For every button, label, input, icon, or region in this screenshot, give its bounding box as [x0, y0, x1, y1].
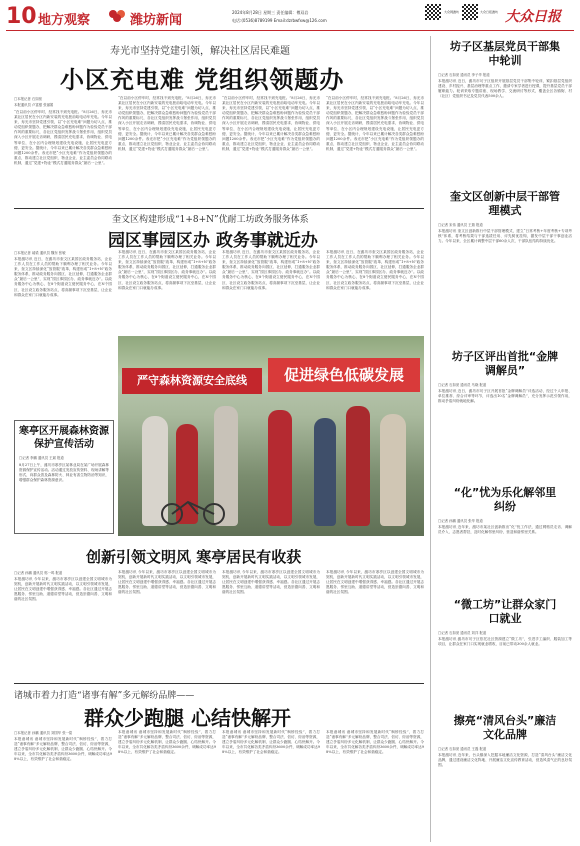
- sidebar-body-4: 本报潍坊讯 近年来，潍坊市某社区创新推出“化”忧工作法，通过网格员走访、调解员介入、志愿者帮扶，及时化解邻里纠纷，营造和谐邻里关系。: [438, 525, 572, 535]
- lower-body-col-3: 本报潍坊讯 今年以来，潍坊市寒亭区以创建全国文明城市为契机，创新开展新时代文明实践活动，以文明引领城市发展，让居民在文明创建中增强获得感、幸福感。各社区通过开展志愿服务、邻里互助、道德讲堂等活动，营造崇德向善、文明和谐的社区氛围。: [222, 570, 320, 595]
- person-figure: [380, 414, 406, 526]
- news-photo: [118, 336, 424, 536]
- qr-code-icon: [462, 4, 478, 20]
- sidebar-title-4: “化”忧为乐化解邻里纠纷: [453, 486, 557, 513]
- date-line: 2024年8月28日 星期三 责任编辑：傅双岩: [232, 10, 309, 15]
- column-label: 潍坊新闻: [130, 13, 183, 28]
- bottom-kicker: 诸城市着力打造“诸事有解”多元解纷品牌——: [14, 691, 195, 701]
- qr-label-2: 大众日报潍坊: [480, 10, 499, 14]
- lower-headline: 创新引领文明风 寒亭居民有收获: [86, 548, 302, 566]
- section-label: 地方观察: [38, 13, 91, 28]
- center-body-col-2: 本报潍坊讯 近日，在潍坊市奎文区某园区政务服务站，企业工作人员在工作人员的帮助下顺利办理了相关业务。今年以来，奎文区持续深化“放管服”改革，构建形成“1+8+N”政务服务体系，推动政务服务向园区、社区延伸，打通服务企业群众“最后一公里”，实现“园区事园区办、政务事就近办”。以政务服务中心为核心，在8个街道设立便民服务中心，在N个园区、社区设立政务服务站点，将高频事项下沉至基层，让企业和群众在家门口就能办成事。: [118, 250, 216, 290]
- lead-byline-2: 本报通讯员 卢富强 张丽娟: [14, 103, 54, 107]
- sidebar-title-6: 擦亮“清风台头”廉洁文化品牌: [453, 714, 557, 741]
- caption-byline: □记者 李鹏 通讯员 王斌 报道: [19, 456, 64, 460]
- sidebar-title-2: 奎文区创新中层干部管理模式: [450, 190, 560, 217]
- bicycle-shape: [158, 496, 228, 526]
- sidebar-byline-5: □记者 石如宽 通讯员 刘洋 报道: [438, 631, 487, 635]
- page-header: [0, 0, 580, 36]
- sidebar-body-1: 本报潍坊讯 近日，潍坊市坊子区组织开展基层党员干部集中轮训，紧扣基层党组织建设、乡村振兴、基层治理等重点工作，邀请专家学者进行授课，提升基层党员干部履职能力。轮训采取专题讲座、现场教学、交流研讨等形式，覆盖全区各镇街、村（社区）党组织书记及党员代表500余人。: [438, 79, 572, 99]
- center-kicker: 奎文区构建形成“1+8+N”优耐工坊政务服务体系: [112, 215, 309, 225]
- center-headline: 园区事园区办 政务事就近办: [108, 231, 318, 251]
- qr-label-1: 大众网潍坊: [444, 10, 460, 14]
- sidebar-title-1: 坊子区基层党员干部集中轮训: [450, 40, 560, 67]
- lower-body-col-1: 本报潍坊讯 今年以来，潍坊市寒亭区以创建全国文明城市为契机，创新开展新时代文明实践活动，以文明引领城市发展，让居民在文明创建中增强获得感、幸福感。各社区通过开展志愿服务、邻里互助、道德讲堂等活动，营造崇德向善、文明和谐的社区氛围。: [14, 577, 112, 602]
- banner-right: 促进绿色低碳发展: [268, 358, 420, 392]
- center-body-col-4: 本报潍坊讯 近日，在潍坊市奎文区某园区政务服务站，企业工作人员在工作人员的帮助下顺利办理了相关业务。今年以来，奎文区持续深化“放管服”改革，构建形成“1+8+N”政务服务体系，推动政务服务向园区、社区延伸，打通服务企业群众“最后一公里”，实现“园区事园区办、政务事就近办”。以政务服务中心为核心，在8个街道设立便民服务中心，在N个园区、社区设立政务服务站点，将高频事项下沉至基层，让企业和群众在家门口就能办成事。: [326, 250, 424, 290]
- sidebar-byline-4: □记者 孙鹏 通讯员 张华 报道: [438, 519, 483, 523]
- column-divider: [430, 36, 431, 842]
- center-byline: □本报记者 郝梁 通讯员 魏东 张敏: [14, 251, 66, 255]
- person-figure: [314, 418, 336, 526]
- person-figure: [268, 410, 292, 526]
- lower-byline: □记者 孙鹏 通讯员 郭一鸣 报道: [14, 571, 63, 575]
- caption-title: 寒亭区开展森林资源保护宣传活动: [19, 426, 109, 450]
- divider: [14, 208, 424, 209]
- bottom-byline: □本报记者 孙鹏 通讯员 刘国华 张一铭: [14, 731, 73, 735]
- bottom-body-col-3: 本报诸城讯 诸城市坚持和发展新时代“枫桥经验”，着力打造“诸事有解”多元解纷品牌，整合司法、信访、综治等资源，建立矛盾纠纷多元化解机制，让群众少跑腿、心结快解开。今年以来，全市共化解各类矛盾纠纷3600余件，调解成功率达98%以上，有效维护了社会和谐稳定。: [222, 730, 320, 755]
- person-figure: [346, 406, 370, 526]
- lead-body-col-1: “在以前小区停车时，经常找不到充电桩。”8月26日，寿光市某社区居民在小区内新安装的充电桩前给电动车充电。今年以来，寿光市坚持党建引领，以“小区充电难”问题为切入点，推动党组织领题办，把解决群众急难愁盼问题作为检验党员干部作风的重要标尺，各社区党组织发挥战斗堡垒作用，组织党员深入小区开展走访调研，摸清居民充电需求，协调物业、供电等单位，在小区内合理规划建设充电设施，让居民充电更方便、更安全。据统计，今年以来已累计解决各类群众急难愁盼问题1200余件。寿光市把“小区充电难”作为党组织领题办的重点，推动建立社区党组织、物业企业、业主委员会协同联动机制，通过“党建+物业”模式打通服务群众“最后一公里”。: [14, 110, 112, 165]
- lower-body-col-2: 本报潍坊讯 今年以来，潍坊市寒亭区以创建全国文明城市为契机，创新开展新时代文明实践活动，以文明引领城市发展，让居民在文明创建中增强获得感、幸福感。各社区通过开展志愿服务、邻里互助、道德讲堂等活动，营造崇德向善、文明和谐的社区氛围。: [118, 570, 216, 595]
- lead-body-col-2: “在以前小区停车时，经常找不到充电桩。”8月26日，寿光市某社区居民在小区内新安装的充电桩前给电动车充电。今年以来，寿光市坚持党建引领，以“小区充电难”问题为切入点，推动党组织领题办，把解决群众急难愁盼问题作为检验党员干部作风的重要标尺，各社区党组织发挥战斗堡垒作用，组织党员深入小区开展走访调研，摸清居民充电需求，协调物业、供电等单位，在小区内合理规划建设充电设施，让居民充电更方便、更安全。据统计，今年以来已累计解决各类群众急难愁盼问题1200余件。寿光市把“小区充电难”作为党组织领题办的重点，推动建立社区党组织、物业企业、业主委员会协同联动机制，通过“党建+物业”模式打通服务群众“最后一公里”。: [118, 96, 216, 151]
- bottom-body-col-2: 本报诸城讯 诸城市坚持和发展新时代“枫桥经验”，着力打造“诸事有解”多元解纷品牌，整合司法、信访、综治等资源，建立矛盾纠纷多元化解机制，让群众少跑腿、心结快解开。今年以来，全市共化解各类矛盾纠纷3600余件，调解成功率达98%以上，有效维护了社会和谐稳定。: [118, 730, 216, 755]
- lead-body-col-3: “在以前小区停车时，经常找不到充电桩。”8月26日，寿光市某社区居民在小区内新安装的充电桩前给电动车充电。今年以来，寿光市坚持党建引领，以“小区充电难”问题为切入点，推动党组织领题办，把解决群众急难愁盼问题作为检验党员干部作风的重要标尺，各社区党组织发挥战斗堡垒作用，组织党员深入小区开展走访调研，摸清居民充电需求，协调物业、供电等单位，在小区内合理规划建设充电设施，让居民充电更方便、更安全。据统计，今年以来已累计解决各类群众急难愁盼问题1200余件。寿光市把“小区充电难”作为党组织领题办的重点，推动建立社区党组织、物业企业、业主委员会协同联动机制，通过“党建+物业”模式打通服务群众“最后一公里”。: [222, 96, 320, 151]
- sidebar-byline-6: □记者 石如宽 通讯员 王磊 报道: [438, 747, 487, 751]
- lead-byline: □本报记者 石如宽: [14, 97, 43, 101]
- lead-kicker: 寿光市坚持党建引领，解决社区居民难题: [110, 46, 290, 57]
- qr-code-icon: [425, 4, 441, 20]
- sidebar-title-5: “微工坊”让群众家门口就业: [453, 598, 557, 625]
- page-number: 10: [6, 4, 37, 29]
- sidebar-byline-3: □记者 石如宽 通讯员 马晓 报道: [438, 383, 487, 387]
- bottom-body-col-4: 本报诸城讯 诸城市坚持和发展新时代“枫桥经验”，着力打造“诸事有解”多元解纷品牌，整合司法、信访、综治等资源，建立矛盾纠纷多元化解机制，让群众少跑腿、心结快解开。今年以来，全市共化解各类矛盾纠纷3600余件，调解成功率达98%以上，有效维护了社会和谐稳定。: [326, 730, 424, 755]
- sidebar-byline-1: □记者 石如宽 通讯员 李子华 报道: [438, 73, 490, 77]
- center-body-col-3: 本报潍坊讯 近日，在潍坊市奎文区某园区政务服务站，企业工作人员在工作人员的帮助下顺利办理了相关业务。今年以来，奎文区持续深化“放管服”改革，构建形成“1+8+N”政务服务体系，推动政务服务向园区、社区延伸，打通服务企业群众“最后一公里”，实现“园区事园区办、政务事就近办”。以政务服务中心为核心，在8个街道设立便民服务中心，在N个园区、社区设立政务服务站点，将高频事项下沉至基层，让企业和群众在家门口就能办成事。: [222, 250, 320, 290]
- sidebar-body-2: 本报潍坊讯 奎文区创新推行中层干部管理模式，建立“日常考核+年度考核+专项考核”体系，将考核结果与干部选拔任用、评先树优挂钩，激发中层干部干事创业活力。今年以来，全区累计调整中层干部60余人次，干部队伍结构持续优化。: [438, 229, 572, 244]
- sidebar-title-3: 坊子区评出首批“金牌调解员”: [451, 350, 559, 377]
- bottom-body-col-1: 本报诸城讯 诸城市坚持和发展新时代“枫桥经验”，着力打造“诸事有解”多元解纷品牌，整合司法、信访、综治等资源，建立矛盾纠纷多元化解机制，让群众少跑腿、心结快解开。今年以来，全市共化解各类矛盾纠纷3600余件，调解成功率达98%以上，有效维护了社会和谐稳定。: [14, 737, 112, 762]
- lead-body-col-4: “在以前小区停车时，经常找不到充电桩。”8月26日，寿光市某社区居民在小区内新安装的充电桩前给电动车充电。今年以来，寿光市坚持党建引领，以“小区充电难”问题为切入点，推动党组织领题办，把解决群众急难愁盼问题作为检验党员干部作风的重要标尺，各社区党组织发挥战斗堡垒作用，组织党员深入小区开展走访调研，摸清居民充电需求，协调物业、供电等单位，在小区内合理规划建设充电设施，让居民充电更方便、更安全。据统计，今年以来已累计解决各类群众急难愁盼问题1200余件。寿光市把“小区充电难”作为党组织领题办的重点，推动建立社区党组织、物业企业、业主委员会协同联动机制，通过“党建+物业”模式打通服务群众“最后一公里”。: [326, 96, 424, 151]
- sidebar: [436, 36, 574, 842]
- flower-logo-icon: [108, 8, 126, 22]
- lead-headline: 小区充电难 党组织领题办: [60, 66, 345, 94]
- divider: [14, 683, 424, 684]
- sidebar-body-5: 本报潍坊讯 潍坊市坊子区依托社区资源建立“微工坊”，引进手工编织、服装加工等项目，让群众在家门口实现就业增收，目前已带动300余人就业。: [438, 637, 572, 647]
- contact-line: 电话:(0536)8789199 Email:dzrbwfxw@126.com: [232, 18, 327, 23]
- sidebar-body-6: 本报潍坊讯 近年来，台头镇深入挖掘本地廉洁文化资源，打造“清风台头”廉洁文化品牌，通过建设廉洁文化阵地、开展廉洁文化宣传教育活动，营造风清气正的良好氛围。: [438, 753, 572, 768]
- caption-box: [14, 420, 114, 534]
- banner-left: 严守森林资源安全底线: [122, 368, 262, 394]
- sidebar-body-3: 本报潍坊讯 近日，潍坊市坊子区开展首批“金牌调解员”评选活动，经过个人申报、单位推荐、综合评审等环节，评选出10名“金牌调解员”，充分发挥示范引领作用，推动矛盾纠纷就地化解。: [438, 389, 572, 404]
- caption-body: 8月27日上午，潍坊市寒亭区某林业局在某广场开展森林资源保护宣传活动。活动通过发放宣传资料、现场讲解等形式，向群众普及森林防火、林业有害生物防治等知识，增强群众保护森林资源意识。: [19, 463, 109, 483]
- lower-body-col-4: 本报潍坊讯 今年以来，潍坊市寒亭区以创建全国文明城市为契机，创新开展新时代文明实践活动，以文明引领城市发展，让居民在文明创建中增强获得感、幸福感。各社区通过开展志愿服务、邻里互助、道德讲堂等活动，营造崇德向善、文明和谐的社区氛围。: [326, 570, 424, 595]
- masthead-logo: 大众日报: [505, 9, 561, 25]
- header-rule: [6, 30, 574, 31]
- center-body-col-1: 本报潍坊讯 近日，在潍坊市奎文区某园区政务服务站，企业工作人员在工作人员的帮助下顺利办理了相关业务。今年以来，奎文区持续深化“放管服”改革，构建形成“1+8+N”政务服务体系，推动政务服务向园区、社区延伸，打通服务企业群众“最后一公里”，实现“园区事园区办、政务事就近办”。以政务服务中心为核心，在8个街道设立便民服务中心，在N个园区、社区设立政务服务站点，将高频事项下沉至基层，让企业和群众在家门口就能办成事。: [14, 257, 112, 297]
- bottom-headline: 群众少跑腿 心结快解开: [84, 706, 291, 730]
- sidebar-byline-2: □记者 宋伟 通讯员 王瑞 报道: [438, 223, 483, 227]
